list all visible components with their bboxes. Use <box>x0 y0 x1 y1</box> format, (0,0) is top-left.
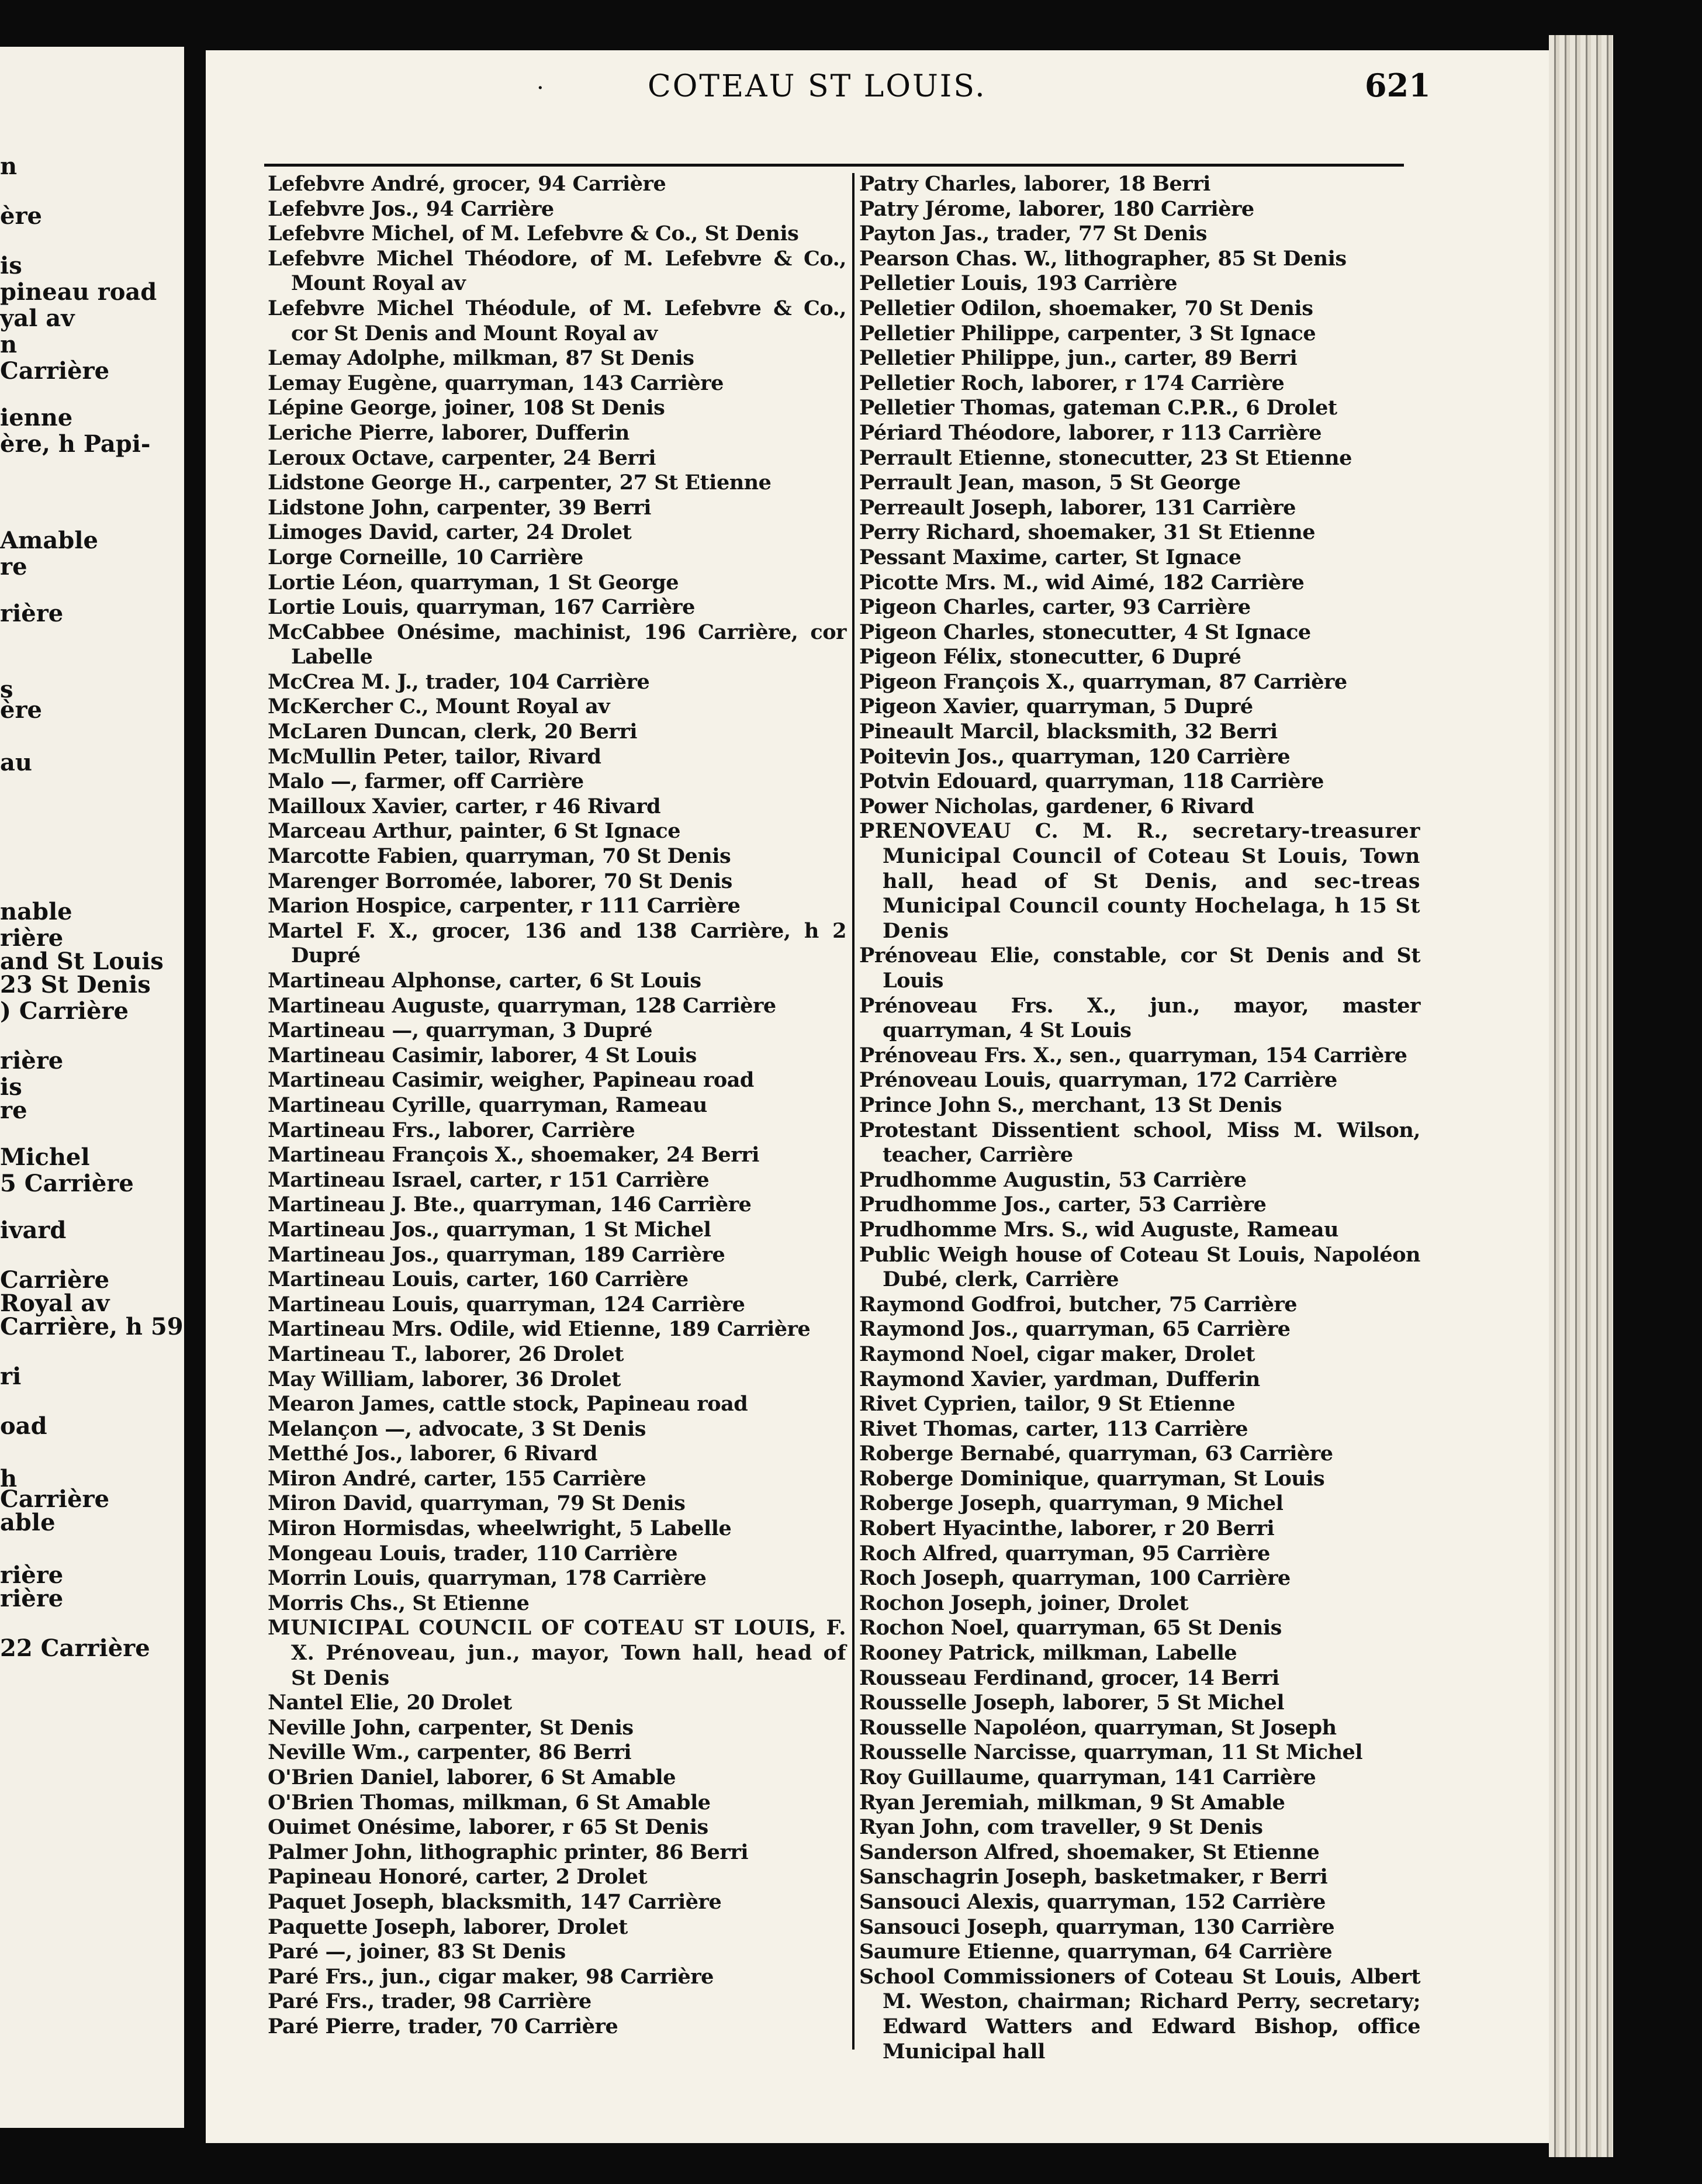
facing-page-fragment: Michel <box>0 1143 90 1171</box>
directory-entry: Martineau Alphonse, carter, 6 St Louis <box>268 969 701 993</box>
facing-page-fragment: rière <box>0 1047 64 1074</box>
directory-entry: Lefebvre Michel Théodore, of M. Lefebvre & Co., Mount Royal av <box>268 246 846 296</box>
directory-entry: Ryan John, com traveller, 9 St Denis <box>859 1815 1263 1840</box>
directory-entry: May William, laborer, 36 Drolet <box>268 1367 621 1391</box>
directory-entry: Sansouci Joseph, quarryman, 130 Carrière <box>859 1915 1335 1939</box>
directory-entry: McLaren Duncan, clerk, 20 Berri <box>268 720 638 744</box>
directory-entry: Paré Pierre, trader, 70 Carrière <box>268 2014 618 2038</box>
directory-entry: Nantel Elie, 20 Drolet <box>268 1691 512 1715</box>
facing-page-fragment: re <box>0 553 27 580</box>
directory-entry: Martineau Jos., quarryman, 1 St Michel <box>268 1217 711 1242</box>
directory-entry: Potvin Edouard, quarryman, 118 Carrière <box>859 769 1324 794</box>
facing-page-fragment: Amable <box>0 527 98 554</box>
facing-page-fragment: is <box>0 1073 22 1101</box>
facing-page-fragment: ivard <box>0 1217 67 1244</box>
directory-entry: Pigeon François X., quarryman, 87 Carrière <box>859 669 1347 694</box>
directory-entry: Martineau Frs., laborer, Carrière <box>268 1118 635 1142</box>
page-number: 621 <box>1365 67 1431 104</box>
directory-entry: Lemay Eugène, quarryman, 143 Carrière <box>268 371 724 395</box>
facing-page-fragment: rière <box>0 1585 64 1612</box>
directory-entry: Lefebvre Jos., 94 Carrière <box>268 196 554 221</box>
directory-entry: Neville Wm., carpenter, 86 Berri <box>268 1740 632 1765</box>
directory-entry: Martineau Israel, carter, r 151 Carrière <box>268 1167 710 1192</box>
directory-entry: Power Nicholas, gardener, 6 Rivard <box>859 794 1254 818</box>
facing-page-fragment: re <box>0 1097 27 1124</box>
directory-entry: Raymond Godfroi, butcher, 75 Carrière <box>859 1292 1298 1316</box>
header-rule <box>264 164 1404 167</box>
directory-entry: Martineau —, quarryman, 3 Dupré <box>268 1018 653 1043</box>
directory-entry: Lefebvre Michel Théodule, of M. Lefebvre & Co., cor St Denis and Mount Royal av <box>268 296 846 345</box>
directory-entry: Roch Alfred, quarryman, 95 Carrière <box>859 1541 1270 1566</box>
directory-entry: Raymond Jos., quarryman, 65 Carrière <box>859 1317 1291 1342</box>
header-dot: · <box>537 75 544 102</box>
directory-entry: Rooney Patrick, milkman, Labelle <box>859 1641 1237 1665</box>
directory-entry: Martineau T., laborer, 26 Drolet <box>268 1342 624 1366</box>
directory-entry: McCabbee Onésime, machinist, 196 Carrière, cor Labelle <box>268 620 846 669</box>
directory-entry: PRENOVEAU C. M. R., secretary-treasurer Municipal Council of Coteau St Louis, Town hall, head of St Denis, and sec-treas Municipal Council county Hochelaga, h 15 St Denis <box>859 819 1420 943</box>
facing-page-fragment: ère <box>0 202 42 230</box>
directory-entry: Pessant Maxime, carter, St Ignace <box>859 545 1241 569</box>
directory-entry: Prénoveau Louis, quarryman, 172 Carrière <box>859 1068 1337 1093</box>
directory-entry: Roberge Bernabé, quarryman, 63 Carrière <box>859 1442 1333 1466</box>
directory-entry: Lortie Louis, quarryman, 167 Carrière <box>268 595 695 620</box>
facing-page-fragment: 22 Carrière <box>0 1634 150 1662</box>
facing-page-fragment: oad <box>0 1412 47 1440</box>
directory-entry: Perreault Joseph, laborer, 131 Carrière <box>859 495 1296 520</box>
directory-entry: Public Weigh house of Coteau St Louis, Napoléon Dubé, clerk, Carrière <box>859 1242 1420 1292</box>
directory-entry: Lemay Adolphe, milkman, 87 St Denis <box>268 346 694 371</box>
facing-page-fragment: yal av <box>0 305 75 332</box>
directory-entry: Rochon Noel, quarryman, 65 St Denis <box>859 1616 1282 1640</box>
directory-entry: Prince John S., merchant, 13 St Denis <box>859 1093 1282 1117</box>
facing-page-fragment: ienne <box>0 404 73 431</box>
facing-page-fragment: h <box>0 1465 18 1492</box>
directory-entry: Roberge Joseph, quarryman, 9 Michel <box>859 1491 1284 1516</box>
directory-entry: Roy Guillaume, quarryman, 141 Carrière <box>859 1765 1316 1789</box>
directory-entry: MUNICIPAL COUNCIL OF COTEAU ST LOUIS, F. X. Prénoveau, jun., mayor, Town hall, head of St Denis <box>268 1616 846 1690</box>
facing-page-fragment: 23 St Denis <box>0 971 151 998</box>
facing-page-fragment: ère <box>0 696 42 724</box>
directory-entry: Picotte Mrs. M., wid Aimé, 182 Carrière <box>859 570 1305 595</box>
facing-page-fragment: n <box>0 153 18 180</box>
directory-entry: Pelletier Thomas, gateman C.P.R., 6 Drolet <box>859 396 1337 420</box>
directory-entry: Pelletier Philippe, jun., carter, 89 Berri <box>859 346 1298 371</box>
column-divider <box>852 173 855 2050</box>
directory-entry: Papineau Honoré, carter, 2 Drolet <box>268 1865 648 1889</box>
directory-entry: Marenger Borromée, laborer, 70 St Denis <box>268 869 732 893</box>
directory-entry: Protestant Dissentient school, Miss M. Wilson, teacher, Carrière <box>859 1118 1420 1167</box>
directory-entry: Martineau Casimir, laborer, 4 St Louis <box>268 1043 697 1067</box>
directory-entry: Sansouci Alexis, quarryman, 152 Carrière <box>859 1889 1326 1914</box>
directory-entry: Rousselle Narcisse, quarryman, 11 St Michel <box>859 1740 1363 1765</box>
directory-entry: Patry Jérome, laborer, 180 Carrière <box>859 196 1254 221</box>
facing-page-fragment: Carrière <box>0 357 110 385</box>
facing-page-fragment: Carrière <box>0 1485 110 1513</box>
directory-entry: Raymond Xavier, yardman, Dufferin <box>859 1367 1260 1391</box>
facing-page-fragment: nable <box>0 898 72 925</box>
directory-entry: Paré —, joiner, 83 St Denis <box>268 1940 566 1964</box>
facing-page-fragment: is <box>0 252 22 279</box>
directory-entry: O'Brien Thomas, milkman, 6 St Amable <box>268 1790 711 1815</box>
page-edges <box>1549 35 1613 2157</box>
directory-entry: Malo —, farmer, off Carrière <box>268 769 584 794</box>
directory-entry: Prudhomme Mrs. S., wid Auguste, Rameau <box>859 1217 1338 1242</box>
directory-entry: Saumure Etienne, quarryman, 64 Carrière <box>859 1940 1333 1964</box>
directory-entry: Pigeon Charles, carter, 93 Carrière <box>859 595 1251 620</box>
directory-entry: Sanschagrin Joseph, basketmaker, r Berri <box>859 1865 1328 1889</box>
directory-entry: Miron David, quarryman, 79 St Denis <box>268 1491 686 1516</box>
directory-entry: Paré Frs., trader, 98 Carrière <box>268 1989 591 2014</box>
directory-entry: Lépine George, joiner, 108 St Denis <box>268 396 665 420</box>
directory-entry: Rousselle Napoléon, quarryman, St Joseph <box>859 1715 1337 1740</box>
directory-column-right <box>859 172 1420 2064</box>
directory-entry: Martineau Louis, carter, 160 Carrière <box>268 1267 689 1292</box>
directory-entry: Mearon James, cattle stock, Papineau road <box>268 1392 748 1416</box>
directory-entry: Martineau Auguste, quarryman, 128 Carrière <box>268 993 776 1018</box>
directory-entry: Leriche Pierre, laborer, Dufferin <box>268 420 629 445</box>
directory-entry: O'Brien Daniel, laborer, 6 St Amable <box>268 1765 676 1789</box>
directory-entry: Robert Hyacinthe, laborer, r 20 Berri <box>859 1516 1275 1541</box>
directory-entry: Lefebvre André, grocer, 94 Carrière <box>268 172 666 196</box>
directory-entry: Limoges David, carter, 24 Drolet <box>268 520 632 545</box>
directory-entry: Martineau François X., shoemaker, 24 Berri <box>268 1143 759 1167</box>
directory-entry: Morris Chs., St Etienne <box>268 1591 530 1615</box>
directory-entry: Pelletier Roch, laborer, r 174 Carrière <box>859 371 1285 395</box>
directory-entry: Marion Hospice, carpenter, r 111 Carrière <box>268 894 741 918</box>
directory-entry: Martineau Cyrille, quarryman, Rameau <box>268 1093 707 1117</box>
directory-entry: Prudhomme Jos., carter, 53 Carrière <box>859 1193 1267 1217</box>
facing-page-fragment: rière <box>0 924 64 952</box>
facing-page-fragment: rière <box>0 600 64 627</box>
directory-entry: Leroux Octave, carpenter, 24 Berri <box>268 445 656 470</box>
directory-entry: Lortie Léon, quarryman, 1 St George <box>268 570 679 595</box>
facing-page-fragment: 5 Carrière <box>0 1170 134 1197</box>
facing-page-fragment: able <box>0 1509 56 1536</box>
facing-page-fragment: au <box>0 749 32 776</box>
directory-entry: Rivet Cyprien, tailor, 9 St Etienne <box>859 1392 1236 1416</box>
directory-entry: Morrin Louis, quarryman, 178 Carrière <box>268 1566 707 1591</box>
directory-entry: Neville John, carpenter, St Denis <box>268 1715 634 1740</box>
facing-page-fragment: Carrière <box>0 1266 110 1294</box>
directory-entry: Martel F. X., grocer, 136 and 138 Carrière, h 2 Dupré <box>268 918 846 968</box>
facing-page-fragment: n <box>0 331 18 358</box>
directory-entry: Melançon —, advocate, 3 St Denis <box>268 1416 646 1441</box>
directory-entry: Miron André, carter, 155 Carrière <box>268 1466 646 1491</box>
directory-entry: Poitevin Jos., quarryman, 120 Carrière <box>859 744 1291 769</box>
directory-entry: Palmer John, lithographic printer, 86 Berri <box>268 1840 749 1864</box>
directory-entry: Lorge Corneille, 10 Carrière <box>268 545 583 569</box>
directory-entry: Périard Théodore, laborer, r 113 Carrière <box>859 420 1322 445</box>
directory-entry: Rochon Joseph, joiner, Drolet <box>859 1591 1188 1615</box>
directory-entry: Metthé Jos., laborer, 6 Rivard <box>268 1442 598 1466</box>
directory-entry: Mongeau Louis, trader, 110 Carrière <box>268 1541 678 1566</box>
facing-page-fragment: rière <box>0 1561 64 1589</box>
facing-page-fragment: Carrière, h 59 <box>0 1313 184 1340</box>
directory-entry: Pigeon Charles, stonecutter, 4 St Ignace <box>859 620 1311 644</box>
directory-entry: Pelletier Louis, 193 Carrière <box>859 271 1178 296</box>
facing-page-fragment: and St Louis <box>0 948 164 975</box>
directory-entry: Perrault Jean, mason, 5 St George <box>859 471 1241 495</box>
facing-page-fragment: ri <box>0 1363 22 1390</box>
facing-page-fragment: Royal av <box>0 1290 110 1317</box>
directory-entry: McMullin Peter, tailor, Rivard <box>268 744 601 769</box>
directory-entry: Pelletier Philippe, carpenter, 3 St Ignace <box>859 321 1316 345</box>
directory-entry: Raymond Noel, cigar maker, Drolet <box>859 1342 1255 1366</box>
directory-entry: Lidstone George H., carpenter, 27 St Etienne <box>268 471 772 495</box>
directory-entry: McKercher C., Mount Royal av <box>268 694 610 719</box>
directory-entry: Martineau Casimir, weigher, Papineau road <box>268 1068 754 1093</box>
directory-entry: Sanderson Alfred, shoemaker, St Etienne <box>859 1840 1320 1864</box>
facing-page-left <box>0 47 184 2128</box>
running-head: COTEAU ST LOUIS. <box>648 69 987 104</box>
directory-entry: Pearson Chas. W., lithographer, 85 St Denis <box>859 246 1347 271</box>
directory-entry: Patry Charles, laborer, 18 Berri <box>859 172 1210 196</box>
directory-entry: School Commissioners of Coteau St Louis, Albert M. Weston, chairman; Richard Perry, secretary; Edward Watters and Edward Bishop, office Municipal hall <box>859 1964 1420 2064</box>
directory-entry: Perry Richard, shoemaker, 31 St Etienne <box>859 520 1315 545</box>
directory-entry: Miron Hormisdas, wheelwright, 5 Labelle <box>268 1516 732 1541</box>
directory-entry: Prénoveau Frs. X., sen., quarryman, 154 Carrière <box>859 1043 1407 1067</box>
directory-entry: Pineault Marcil, blacksmith, 32 Berri <box>859 720 1278 744</box>
facing-page-fragment: pineau road <box>0 278 157 306</box>
facing-page-fragment: s <box>0 676 13 703</box>
directory-entry: Ryan Jeremiah, milkman, 9 St Amable <box>859 1790 1285 1815</box>
directory-entry: Prénoveau Frs. X., jun., mayor, master quarryman, 4 St Louis <box>859 993 1420 1043</box>
directory-entry: Pigeon Félix, stonecutter, 6 Dupré <box>859 645 1241 669</box>
directory-entry: Martineau Mrs. Odile, wid Etienne, 189 Carrière <box>268 1317 811 1342</box>
directory-entry: Rousselle Joseph, laborer, 5 St Michel <box>859 1691 1285 1715</box>
directory-entry: Roch Joseph, quarryman, 100 Carrière <box>859 1566 1291 1591</box>
directory-entry: McCrea M. J., trader, 104 Carrière <box>268 669 650 694</box>
directory-entry: Martineau Jos., quarryman, 189 Carrière <box>268 1242 725 1267</box>
directory-entry: Mailloux Xavier, carter, r 46 Rivard <box>268 794 661 818</box>
facing-page-fragment: ) Carrière <box>0 997 129 1025</box>
directory-entry: Perrault Etienne, stonecutter, 23 St Etienne <box>859 445 1352 470</box>
directory-column-left <box>268 172 846 2040</box>
directory-entry: Marceau Arthur, painter, 6 St Ignace <box>268 819 680 844</box>
directory-entry: Paquette Joseph, laborer, Drolet <box>268 1915 628 1939</box>
directory-entry: Lidstone John, carpenter, 39 Berri <box>268 495 651 520</box>
directory-entry: Marcotte Fabien, quarryman, 70 St Denis <box>268 844 731 869</box>
directory-entry: Paquet Joseph, blacksmith, 147 Carrière <box>268 1889 722 1914</box>
directory-entry: Prénoveau Elie, constable, cor St Denis and St Louis <box>859 944 1420 993</box>
directory-entry: Martineau J. Bte., quarryman, 146 Carrière <box>268 1193 752 1217</box>
directory-entry: Pelletier Odilon, shoemaker, 70 St Denis <box>859 296 1313 320</box>
directory-entry: Roberge Dominique, quarryman, St Louis <box>859 1466 1325 1491</box>
directory-entry: Ouimet Onésime, laborer, r 65 St Denis <box>268 1815 708 1840</box>
directory-entry: Pigeon Xavier, quarryman, 5 Dupré <box>859 694 1253 719</box>
directory-entry: Rivet Thomas, carter, 113 Carrière <box>859 1416 1248 1441</box>
directory-entry: Rousseau Ferdinand, grocer, 14 Berri <box>859 1665 1279 1690</box>
directory-entry: Martineau Louis, quarryman, 124 Carrière <box>268 1292 745 1316</box>
directory-entry: Payton Jas., trader, 77 St Denis <box>859 222 1207 246</box>
facing-page-fragment: ère, h Papi- <box>0 430 151 458</box>
directory-entry: Lefebvre Michel, of M. Lefebvre & Co., St Denis <box>268 222 799 246</box>
directory-entry: Prudhomme Augustin, 53 Carrière <box>859 1167 1247 1192</box>
directory-entry: Paré Frs., jun., cigar maker, 98 Carrière <box>268 1964 714 1989</box>
